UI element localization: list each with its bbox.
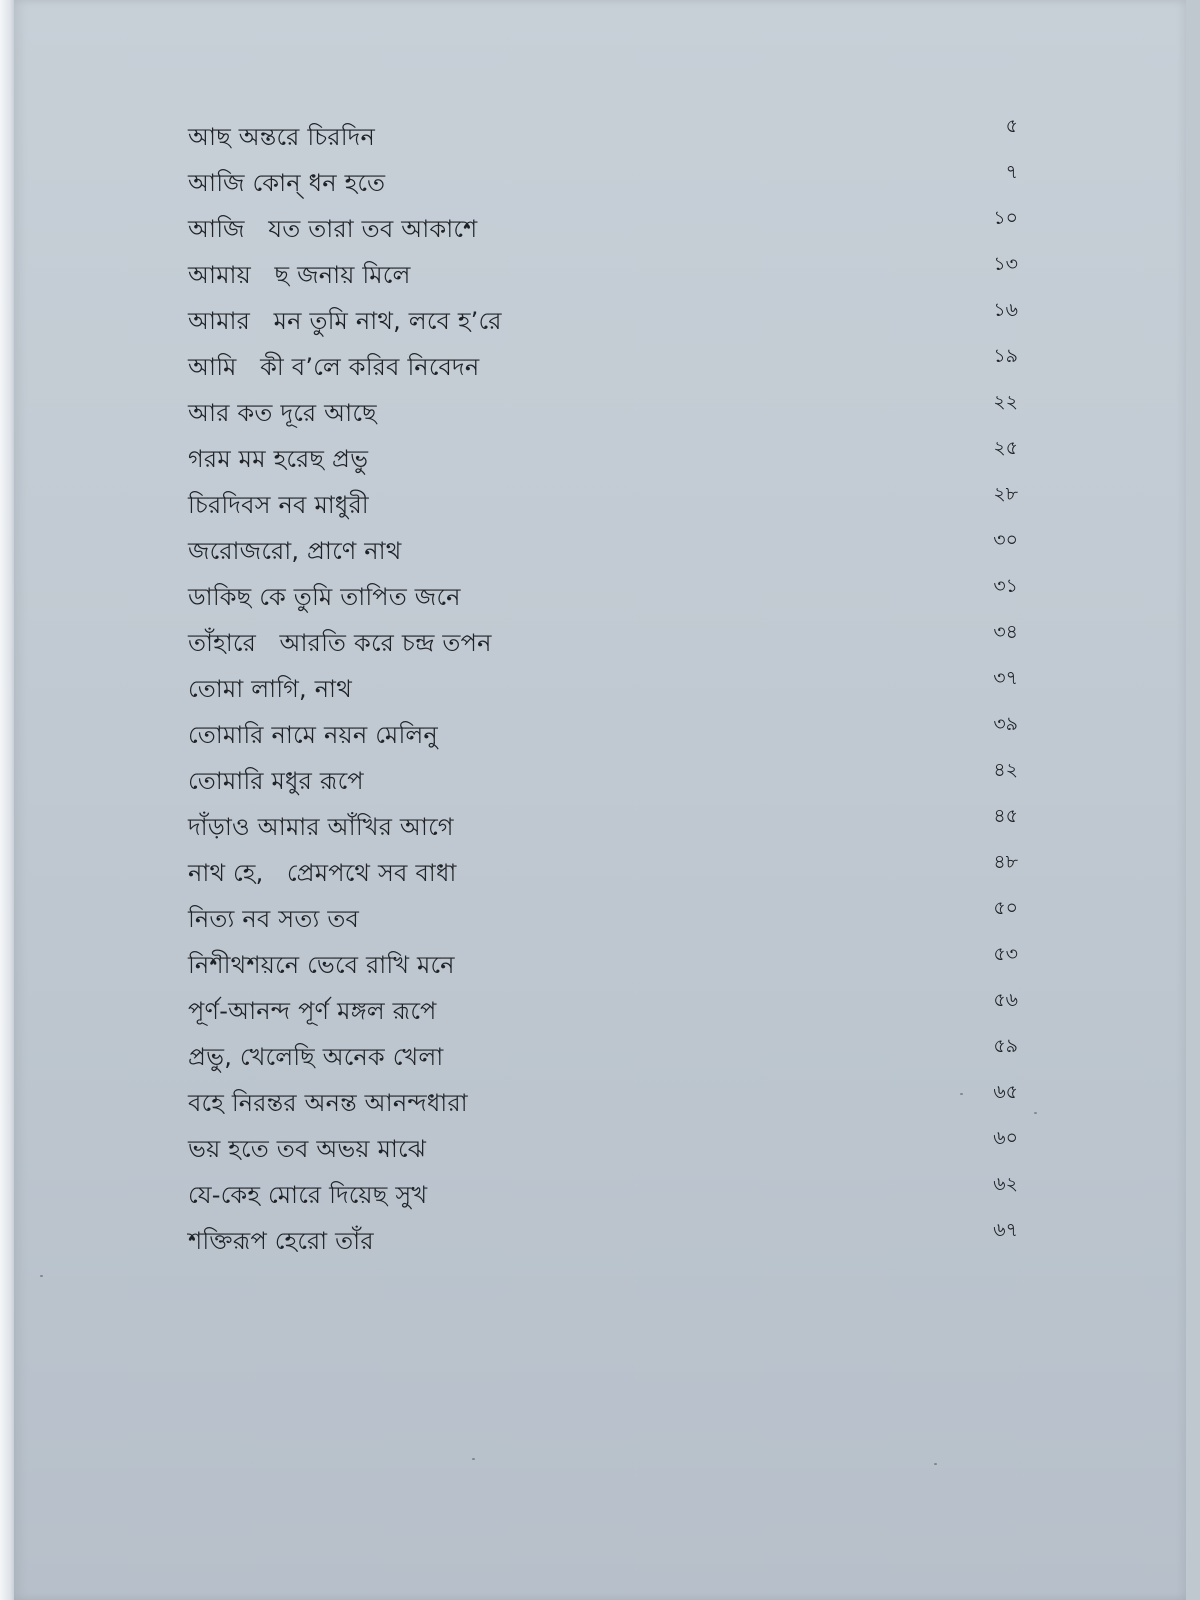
toc-entry: [188, 528, 1018, 574]
paper-speck: [1034, 1112, 1037, 1114]
toc-entry-page: ৪৮: [993, 851, 1018, 873]
toc-entry-title: ভয় হতে তব অভয় মাঝে: [188, 1135, 427, 1163]
toc-entry-title: শক্তিরূপ হেরো তাঁর: [188, 1227, 374, 1255]
toc-entry-page: ১৩: [993, 253, 1018, 275]
toc-entry: [188, 850, 1018, 896]
toc-entry-page: ৬৫: [993, 1081, 1018, 1103]
toc-entry-page: ১৯: [993, 345, 1018, 367]
toc-entry-page: ৩৭: [993, 667, 1018, 689]
toc-entry-title: আমায় ছ জনায় মিলে: [188, 261, 411, 289]
toc-entry-title: ডাকিছ কে তুমি তাপিত জনে: [188, 583, 461, 611]
toc-entry-page: ২২: [993, 391, 1018, 413]
toc-entry-title: আমি কী ব’লে করিব নিবেদন: [188, 353, 480, 381]
toc-entry-title: আমার মন তুমি নাথ, লবে হ’রে: [188, 307, 502, 335]
toc-entry-title: প্রভু, খেলেছি অনেক খেলা: [188, 1043, 444, 1071]
toc-entry-page: ৫০: [993, 897, 1018, 919]
toc-entry: [188, 1218, 1018, 1264]
toc-entry: [188, 988, 1018, 1034]
toc-entry-title: তাঁহারে আরতি করে চন্দ্র তপন: [188, 629, 492, 657]
paper-speck: [472, 1458, 475, 1460]
toc-entry: [188, 390, 1018, 436]
toc-entry-page: ৪২: [993, 759, 1018, 781]
toc-entry-title: বহে নিরন্তর অনন্ত আনন্দধারা: [188, 1089, 468, 1117]
toc-entry-title: তোমা লাগি, নাথ: [188, 675, 352, 703]
toc-entry-page: ৬০: [993, 1127, 1018, 1149]
toc-entry: [188, 206, 1018, 252]
toc-entry: [188, 804, 1018, 850]
toc-entry-page: ৩০: [993, 529, 1018, 551]
toc-entry-title: নাথ হে, প্রেমপথে সব বাধা: [188, 859, 457, 887]
toc-entry-title: আছ অন্তরে চিরদিন: [188, 123, 375, 151]
toc-entry-title: পূর্ণ-আনন্দ পূর্ণ মঙ্গল রূপে: [188, 997, 437, 1025]
page-left-edge: [0, 0, 14, 1600]
table-of-contents: [188, 114, 1018, 1264]
toc-entry-page: ১৬: [993, 299, 1018, 321]
toc-entry: [188, 1172, 1018, 1218]
toc-entry: [188, 1034, 1018, 1080]
toc-entry-page: ৩১: [993, 575, 1018, 597]
toc-entry-title: নিশীথশয়নে ভেবে রাখি মনে: [188, 951, 455, 979]
toc-entry: [188, 482, 1018, 528]
toc-entry-title: জরোজরো, প্রাণে নাথ: [188, 537, 402, 565]
toc-entry: [188, 160, 1018, 206]
toc-entry-page: ৪৫: [993, 805, 1018, 827]
toc-entry-title: দাঁড়াও আমার আঁখির আগে: [188, 813, 454, 841]
toc-entry-page: ৩৪: [993, 621, 1018, 643]
toc-entry: [188, 896, 1018, 942]
toc-entry-title: গরম মম হরেছ প্রভু: [188, 445, 369, 473]
toc-entry-title: তোমারি মধুর রূপে: [188, 767, 364, 795]
toc-entry: [188, 252, 1018, 298]
toc-entry: [188, 758, 1018, 804]
toc-entry-title: আজি কোন্ ধন হতে: [188, 169, 386, 197]
toc-entry: [188, 298, 1018, 344]
toc-entry-title: আর কত দূরে আছে: [188, 399, 377, 427]
toc-entry-page: ২৫: [993, 437, 1018, 459]
toc-entry: [188, 574, 1018, 620]
toc-entry: [188, 666, 1018, 712]
toc-entry: [188, 436, 1018, 482]
toc-entry-page: ৩৯: [993, 713, 1018, 735]
paper-speck: [934, 1463, 937, 1465]
toc-entry: [188, 620, 1018, 666]
toc-entry-title: তোমারি নামে নয়ন মেলিনু: [188, 721, 438, 749]
toc-entry: [188, 942, 1018, 988]
toc-entry-page: ৫৬: [993, 989, 1018, 1011]
toc-entry-title: আজি যত তারা তব আকাশে: [188, 215, 478, 243]
toc-entry-title: চিরদিবস নব মাধুরী: [188, 491, 369, 519]
toc-entry: [188, 712, 1018, 758]
toc-entry-page: ৫: [1005, 115, 1018, 137]
toc-entry-page: ১০: [993, 207, 1018, 229]
toc-entry-page: ৬৭: [993, 1219, 1018, 1241]
toc-entry-page: ২৮: [993, 483, 1018, 505]
toc-entry-title: যে-কেহ মোরে দিয়েছ সুখ: [188, 1181, 428, 1209]
toc-entry-page: ৫৩: [993, 943, 1018, 965]
toc-entry-page: ৫৯: [993, 1035, 1018, 1057]
toc-entry-page: ৭: [1005, 161, 1018, 183]
toc-entry: [188, 344, 1018, 390]
toc-entry-page: ৬২: [993, 1173, 1018, 1195]
paper-speck: [40, 1275, 43, 1277]
toc-entry: [188, 1126, 1018, 1172]
toc-entry: [188, 114, 1018, 160]
toc-entry-title: নিত্য নব সত্য তব: [188, 905, 360, 933]
toc-entry: [188, 1080, 1018, 1126]
